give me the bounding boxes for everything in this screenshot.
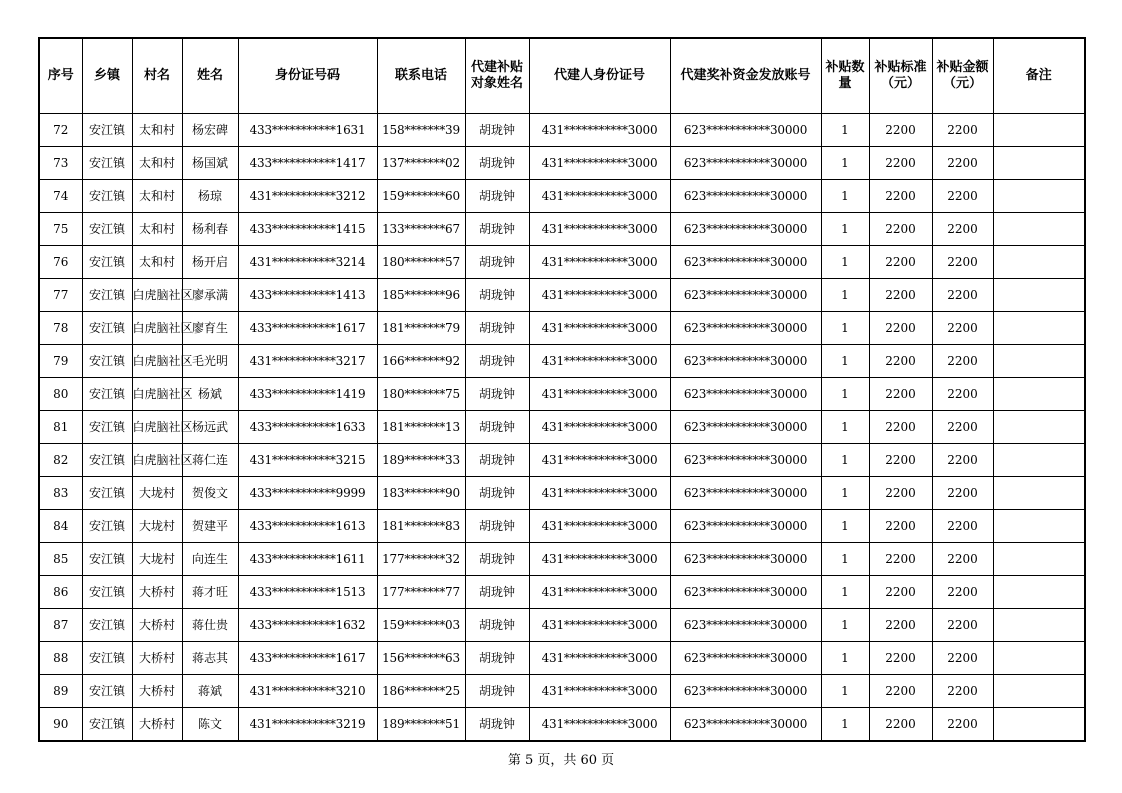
cell-builder-id: 431***********3000 [529,510,670,543]
cell-id-number: 431***********3219 [238,708,377,742]
cell-subsidy-target-name: 胡珑钟 [465,345,529,378]
cell-payment-account: 623***********30000 [670,576,821,609]
cell-payment-account: 623***********30000 [670,312,821,345]
cell-name: 毛光明 [182,345,238,378]
cell-village: 白虎脑社区 [132,378,182,411]
cell-payment-account: 623***********30000 [670,444,821,477]
cell-subsidy-standard: 2200 [869,708,932,742]
cell-payment-account: 623***********30000 [670,147,821,180]
cell-builder-id: 431***********3000 [529,345,670,378]
subsidy-table [38,37,1086,742]
cell-subsidy-standard: 2200 [869,411,932,444]
cell-payment-account: 623***********30000 [670,114,821,147]
cell-subsidy-amount: 2200 [932,114,993,147]
cell-subsidy-count: 1 [821,246,869,279]
cell-village: 大桥村 [132,576,182,609]
cell-name: 蒋仕贵 [182,609,238,642]
cell-payment-account: 623***********30000 [670,213,821,246]
table-row [39,279,1085,312]
cell-subsidy-count: 1 [821,147,869,180]
cell-builder-id: 431***********3000 [529,576,670,609]
cell-name: 杨远武 [182,411,238,444]
cell-remark [993,246,1085,279]
table-row [39,411,1085,444]
cell-name: 陈文 [182,708,238,742]
cell-phone: 181*******79 [377,312,465,345]
cell-village: 大垅村 [132,510,182,543]
cell-subsidy-standard: 2200 [869,147,932,180]
cell-phone: 185*******96 [377,279,465,312]
cell-subsidy-amount: 2200 [932,246,993,279]
cell-name: 向连生 [182,543,238,576]
cell-subsidy-standard: 2200 [869,312,932,345]
cell-phone: 158*******39 [377,114,465,147]
cell-remark [993,345,1085,378]
cell-name: 廖承满 [182,279,238,312]
cell-village: 大桥村 [132,642,182,675]
cell-name: 杨国斌 [182,147,238,180]
cell-seq: 79 [39,345,82,378]
cell-subsidy-target-name: 胡珑钟 [465,543,529,576]
cell-seq: 88 [39,642,82,675]
cell-subsidy-target-name: 胡珑钟 [465,378,529,411]
cell-village: 太和村 [132,114,182,147]
cell-remark [993,510,1085,543]
cell-town: 安江镇 [82,543,132,576]
cell-subsidy-count: 1 [821,180,869,213]
cell-subsidy-standard: 2200 [869,180,932,213]
cell-phone: 177*******77 [377,576,465,609]
cell-payment-account: 623***********30000 [670,345,821,378]
cell-id-number: 433***********1633 [238,411,377,444]
cell-payment-account: 623***********30000 [670,378,821,411]
cell-phone: 166*******92 [377,345,465,378]
cell-seq: 73 [39,147,82,180]
table-row [39,576,1085,609]
cell-subsidy-amount: 2200 [932,642,993,675]
cell-subsidy-count: 1 [821,510,869,543]
cell-subsidy-standard: 2200 [869,510,932,543]
cell-subsidy-standard: 2200 [869,444,932,477]
cell-payment-account: 623***********30000 [670,543,821,576]
cell-town: 安江镇 [82,411,132,444]
cell-village: 白虎脑社区 [132,312,182,345]
cell-town: 安江镇 [82,213,132,246]
cell-subsidy-target-name: 胡珑钟 [465,510,529,543]
cell-name: 杨利春 [182,213,238,246]
cell-phone: 183*******90 [377,477,465,510]
cell-seq: 90 [39,708,82,742]
cell-payment-account: 623***********30000 [670,246,821,279]
cell-name: 蒋才旺 [182,576,238,609]
cell-id-number: 433***********1613 [238,510,377,543]
table-row [39,708,1085,742]
cell-id-number: 431***********3215 [238,444,377,477]
cell-subsidy-target-name: 胡珑钟 [465,411,529,444]
cell-payment-account: 623***********30000 [670,510,821,543]
cell-subsidy-count: 1 [821,345,869,378]
cell-builder-id: 431***********3000 [529,708,670,742]
cell-subsidy-count: 1 [821,642,869,675]
cell-id-number: 433***********9999 [238,477,377,510]
cell-village: 太和村 [132,246,182,279]
cell-remark [993,312,1085,345]
cell-subsidy-amount: 2200 [932,180,993,213]
cell-village: 太和村 [132,213,182,246]
cell-builder-id: 431***********3000 [529,246,670,279]
cell-town: 安江镇 [82,114,132,147]
cell-subsidy-target-name: 胡珑钟 [465,213,529,246]
cell-builder-id: 431***********3000 [529,213,670,246]
cell-subsidy-target-name: 胡珑钟 [465,609,529,642]
cell-seq: 75 [39,213,82,246]
cell-id-number: 433***********1415 [238,213,377,246]
header-subsidy-standard: 补贴标准（元） [869,38,932,114]
cell-payment-account: 623***********30000 [670,411,821,444]
cell-remark [993,279,1085,312]
cell-builder-id: 431***********3000 [529,444,670,477]
cell-remark [993,609,1085,642]
cell-remark [993,675,1085,708]
cell-subsidy-count: 1 [821,378,869,411]
table-row [39,675,1085,708]
table-row [39,114,1085,147]
cell-subsidy-count: 1 [821,114,869,147]
cell-subsidy-target-name: 胡珑钟 [465,675,529,708]
cell-subsidy-amount: 2200 [932,345,993,378]
cell-payment-account: 623***********30000 [670,708,821,742]
cell-id-number: 431***********3210 [238,675,377,708]
header-payment-account: 代建奖补资金发放账号 [670,38,821,114]
cell-name: 贺俊文 [182,477,238,510]
cell-seq: 78 [39,312,82,345]
table-row [39,609,1085,642]
header-subsidy-count: 补贴数量 [821,38,869,114]
cell-town: 安江镇 [82,180,132,213]
cell-seq: 84 [39,510,82,543]
table-row [39,510,1085,543]
cell-phone: 189*******33 [377,444,465,477]
cell-builder-id: 431***********3000 [529,378,670,411]
cell-builder-id: 431***********3000 [529,609,670,642]
cell-town: 安江镇 [82,444,132,477]
cell-builder-id: 431***********3000 [529,675,670,708]
cell-seq: 76 [39,246,82,279]
cell-subsidy-amount: 2200 [932,378,993,411]
cell-payment-account: 623***********30000 [670,642,821,675]
cell-subsidy-standard: 2200 [869,576,932,609]
cell-remark [993,444,1085,477]
table-row [39,180,1085,213]
cell-town: 安江镇 [82,147,132,180]
cell-phone: 137*******02 [377,147,465,180]
cell-phone: 180*******75 [377,378,465,411]
cell-builder-id: 431***********3000 [529,279,670,312]
cell-seq: 89 [39,675,82,708]
cell-subsidy-standard: 2200 [869,279,932,312]
cell-payment-account: 623***********30000 [670,609,821,642]
cell-seq: 87 [39,609,82,642]
cell-village: 太和村 [132,180,182,213]
cell-subsidy-amount: 2200 [932,147,993,180]
cell-seq: 81 [39,411,82,444]
cell-town: 安江镇 [82,378,132,411]
cell-subsidy-target-name: 胡珑钟 [465,246,529,279]
cell-id-number: 431***********3214 [238,246,377,279]
cell-remark [993,180,1085,213]
cell-town: 安江镇 [82,312,132,345]
cell-builder-id: 431***********3000 [529,411,670,444]
cell-subsidy-standard: 2200 [869,543,932,576]
page-footer: 第 5 页，共 60 页 [507,753,615,768]
cell-village: 白虎脑社区 [132,444,182,477]
cell-subsidy-standard: 2200 [869,114,932,147]
cell-subsidy-amount: 2200 [932,411,993,444]
table-body [39,114,1085,742]
cell-phone: 180*******57 [377,246,465,279]
cell-name: 蒋仁连 [182,444,238,477]
cell-town: 安江镇 [82,576,132,609]
cell-subsidy-target-name: 胡珑钟 [465,708,529,742]
cell-builder-id: 431***********3000 [529,147,670,180]
cell-village: 大桥村 [132,708,182,742]
cell-payment-account: 623***********30000 [670,279,821,312]
cell-id-number: 431***********3212 [238,180,377,213]
header-row [39,38,1085,114]
cell-remark [993,114,1085,147]
cell-name: 廖育生 [182,312,238,345]
cell-seq: 82 [39,444,82,477]
header-subsidy-target-name: 代建补贴对象姓名 [465,38,529,114]
cell-builder-id: 431***********3000 [529,543,670,576]
cell-remark [993,576,1085,609]
cell-payment-account: 623***********30000 [670,477,821,510]
cell-phone: 159*******03 [377,609,465,642]
cell-remark [993,708,1085,742]
cell-subsidy-count: 1 [821,609,869,642]
cell-id-number: 431***********3217 [238,345,377,378]
cell-builder-id: 431***********3000 [529,312,670,345]
cell-name: 贺建平 [182,510,238,543]
cell-town: 安江镇 [82,510,132,543]
cell-subsidy-target-name: 胡珑钟 [465,180,529,213]
cell-subsidy-count: 1 [821,411,869,444]
table-row [39,213,1085,246]
cell-id-number: 433***********1417 [238,147,377,180]
cell-subsidy-count: 1 [821,708,869,742]
cell-subsidy-count: 1 [821,675,869,708]
cell-id-number: 433***********1631 [238,114,377,147]
cell-subsidy-amount: 2200 [932,279,993,312]
cell-builder-id: 431***********3000 [529,114,670,147]
cell-subsidy-amount: 2200 [932,477,993,510]
cell-builder-id: 431***********3000 [529,180,670,213]
cell-subsidy-count: 1 [821,444,869,477]
cell-subsidy-standard: 2200 [869,477,932,510]
cell-town: 安江镇 [82,345,132,378]
cell-town: 安江镇 [82,609,132,642]
header-seq: 序号 [39,38,82,114]
cell-subsidy-count: 1 [821,477,869,510]
cell-id-number: 433***********1611 [238,543,377,576]
table-row [39,312,1085,345]
cell-phone: 186*******25 [377,675,465,708]
cell-subsidy-count: 1 [821,576,869,609]
cell-subsidy-standard: 2200 [869,213,932,246]
cell-town: 安江镇 [82,642,132,675]
table-row [39,147,1085,180]
cell-phone: 177*******32 [377,543,465,576]
cell-subsidy-target-name: 胡珑钟 [465,576,529,609]
cell-village: 太和村 [132,147,182,180]
cell-village: 白虎脑社区 [132,345,182,378]
cell-phone: 189*******51 [377,708,465,742]
cell-id-number: 433***********1513 [238,576,377,609]
cell-seq: 77 [39,279,82,312]
cell-village: 白虎脑社区 [132,279,182,312]
cell-subsidy-amount: 2200 [932,708,993,742]
cell-subsidy-amount: 2200 [932,543,993,576]
cell-village: 大桥村 [132,609,182,642]
cell-subsidy-target-name: 胡珑钟 [465,444,529,477]
cell-phone: 156*******63 [377,642,465,675]
cell-subsidy-amount: 2200 [932,609,993,642]
cell-town: 安江镇 [82,675,132,708]
header-phone: 联系电话 [377,38,465,114]
cell-subsidy-amount: 2200 [932,312,993,345]
cell-subsidy-standard: 2200 [869,246,932,279]
cell-seq: 74 [39,180,82,213]
cell-remark [993,543,1085,576]
cell-subsidy-standard: 2200 [869,609,932,642]
cell-subsidy-target-name: 胡珑钟 [465,114,529,147]
cell-remark [993,477,1085,510]
cell-village: 大垅村 [132,477,182,510]
cell-subsidy-amount: 2200 [932,213,993,246]
cell-remark [993,411,1085,444]
cell-town: 安江镇 [82,246,132,279]
cell-seq: 83 [39,477,82,510]
cell-seq: 80 [39,378,82,411]
cell-name: 杨宏碑 [182,114,238,147]
header-subsidy-amount: 补贴金额（元） [932,38,993,114]
cell-subsidy-standard: 2200 [869,378,932,411]
cell-phone: 181*******13 [377,411,465,444]
table-row [39,477,1085,510]
cell-id-number: 433***********1617 [238,312,377,345]
cell-phone: 159*******60 [377,180,465,213]
cell-name: 蒋志其 [182,642,238,675]
cell-id-number: 433***********1413 [238,279,377,312]
cell-remark [993,378,1085,411]
cell-subsidy-amount: 2200 [932,675,993,708]
cell-subsidy-count: 1 [821,543,869,576]
table-row [39,444,1085,477]
cell-village: 大桥村 [132,675,182,708]
header-name: 姓名 [182,38,238,114]
cell-remark [993,642,1085,675]
cell-builder-id: 431***********3000 [529,477,670,510]
cell-phone: 133*******67 [377,213,465,246]
header-id-number: 身份证号码 [238,38,377,114]
cell-town: 安江镇 [82,279,132,312]
cell-subsidy-standard: 2200 [869,675,932,708]
cell-seq: 72 [39,114,82,147]
cell-id-number: 433***********1419 [238,378,377,411]
cell-seq: 85 [39,543,82,576]
cell-name: 蒋斌 [182,675,238,708]
cell-name: 杨琼 [182,180,238,213]
cell-village: 白虎脑社区 [132,411,182,444]
cell-remark [993,147,1085,180]
table-row [39,543,1085,576]
header-village: 村名 [132,38,182,114]
cell-remark [993,213,1085,246]
cell-id-number: 433***********1617 [238,642,377,675]
cell-builder-id: 431***********3000 [529,642,670,675]
table-row [39,345,1085,378]
cell-subsidy-amount: 2200 [932,444,993,477]
cell-subsidy-standard: 2200 [869,642,932,675]
subsidy-register-sheet [38,37,1084,742]
cell-subsidy-amount: 2200 [932,576,993,609]
cell-id-number: 433***********1632 [238,609,377,642]
cell-subsidy-count: 1 [821,279,869,312]
cell-name: 杨开启 [182,246,238,279]
cell-subsidy-target-name: 胡珑钟 [465,147,529,180]
header-builder-id: 代建人身份证号 [529,38,670,114]
cell-subsidy-count: 1 [821,312,869,345]
cell-seq: 86 [39,576,82,609]
cell-subsidy-target-name: 胡珑钟 [465,279,529,312]
table-row [39,642,1085,675]
cell-village: 大垅村 [132,543,182,576]
table-row [39,246,1085,279]
cell-town: 安江镇 [82,477,132,510]
table-row [39,378,1085,411]
cell-subsidy-count: 1 [821,213,869,246]
cell-subsidy-target-name: 胡珑钟 [465,312,529,345]
cell-subsidy-target-name: 胡珑钟 [465,477,529,510]
cell-payment-account: 623***********30000 [670,675,821,708]
header-remark: 备注 [993,38,1085,114]
cell-subsidy-standard: 2200 [869,345,932,378]
cell-phone: 181*******83 [377,510,465,543]
cell-town: 安江镇 [82,708,132,742]
cell-subsidy-amount: 2200 [932,510,993,543]
cell-payment-account: 623***********30000 [670,180,821,213]
cell-name: 杨斌 [182,378,238,411]
cell-subsidy-target-name: 胡珑钟 [465,642,529,675]
header-town: 乡镇 [82,38,132,114]
